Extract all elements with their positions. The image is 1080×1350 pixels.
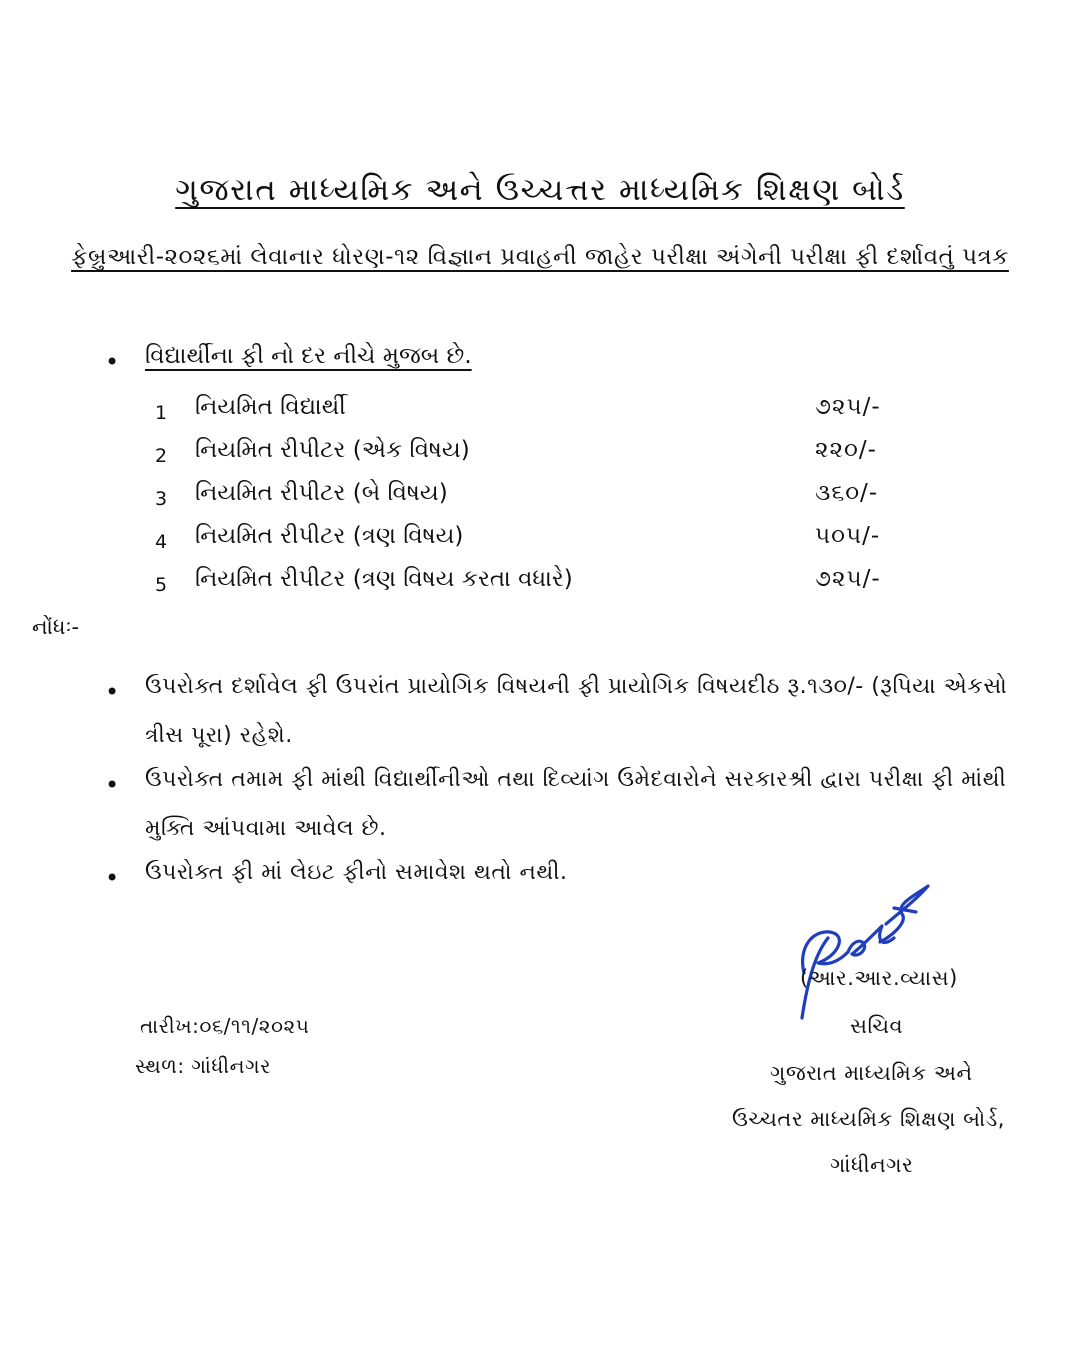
signature-stroke [894, 908, 916, 912]
signatory-org-line1: ગુજરાત માધ્યમિક અને [770, 1061, 973, 1085]
bullet-icon: • [105, 771, 120, 799]
fee-row-label: નિયમિત રીપીટર (ત્રણ વિષય) [195, 523, 464, 549]
fee-row-number: 3 [155, 488, 168, 510]
signatory-name: (આર.આર.વ્યાસ) [800, 966, 958, 990]
note-item: ઉપરોક્ત દર્શાવેલ ફી ઉપરાંત પ્રાયોગિક વિષયની ફી પ્રાયોગિક વિષયદીઠ રૂ.૧૩૦/- (રૂપિયા એકસો ત્રીસ પૂરા) રહેશે. [145, 674, 1008, 748]
fee-row-amount: ૩૬૦/- [815, 480, 879, 506]
fee-heading: વિદ્યાર્થીના ફી નો દર નીચે મુજબ છે. [145, 343, 472, 369]
signature-mark [790, 878, 940, 1028]
fee-row-label: નિયમિત રીપીટર (એક વિષય) [195, 437, 470, 463]
fee-row-number: 2 [155, 445, 168, 467]
signatory-designation: સચિવ [850, 1014, 904, 1038]
fee-row-number: 1 [155, 402, 168, 424]
document-date: તારીખ:૦૬/૧૧/૨૦૨૫ [140, 1014, 310, 1038]
signatory-org-line2: ઉચ્ચતર માધ્યમિક શિક્ષણ બોર્ડ, [732, 1107, 1005, 1131]
signature-stroke [880, 886, 928, 942]
notes-label: નોંધઃ- [32, 615, 80, 639]
fee-row-label: નિયમિત રીપીટર (બે વિષય) [195, 480, 448, 506]
document-subtitle [0, 244, 1080, 270]
board-title [0, 172, 1080, 209]
bullet-icon: • [105, 678, 120, 706]
fee-row [0, 521, 1080, 561]
fee-row-number: 5 [155, 574, 168, 596]
bullet-icon: • [105, 348, 120, 376]
fee-row [0, 564, 1080, 604]
fee-row-label: નિયમિત રીપીટર (ત્રણ વિષય કરતા વધારે) [195, 566, 573, 592]
fee-row [0, 478, 1080, 518]
document-subtitle-text: ફેબ્રુઆરી-૨૦૨૬માં લેવાનાર ધોરણ-૧૨ વિજ્ઞાન પ્રવાહની જાહેર પરીક્ષા અંગેની પરીક્ષા ફી દર્શાવતું પત્રક [71, 244, 1009, 270]
bullet-icon: • [105, 864, 120, 892]
document-place: સ્થળ: ગાંધીનગર [135, 1054, 271, 1078]
fee-row-number: 4 [155, 531, 168, 553]
fee-row-amount: ૭૨૫/- [815, 394, 881, 420]
signature-stroke [848, 926, 894, 955]
fee-row-amount: ૨૨૦/- [815, 437, 877, 463]
fee-row [0, 435, 1080, 475]
board-title-text: ગુજરાત માધ્યમિક અને ઉચ્ચત્તર માધ્યમિક શિક્ષણ બોર્ડ [175, 172, 905, 208]
fee-row-amount: ૭૨૫/- [815, 566, 881, 592]
note-item: ઉપરોક્ત તમામ ફી માંથી વિદ્યાર્થીનીઓ તથા દિવ્યાંગ ઉમેદવારોને સરકારશ્રી દ્વારા પરીક્ષા ફી માંથી મુક્તિ આંપવામા આવેલ છે. [145, 767, 1007, 841]
fee-row-amount: ૫૦૫/- [815, 523, 881, 549]
fee-row-label: નિયમિત વિદ્યાર્થી [195, 394, 346, 420]
note-item: ઉપરોક્ત ફી માં લેઇટ ફીનો સમાવેશ થતો નથી. [145, 860, 568, 885]
signatory-city: ગાંધીનગર [830, 1153, 914, 1177]
fee-row [0, 392, 1080, 432]
